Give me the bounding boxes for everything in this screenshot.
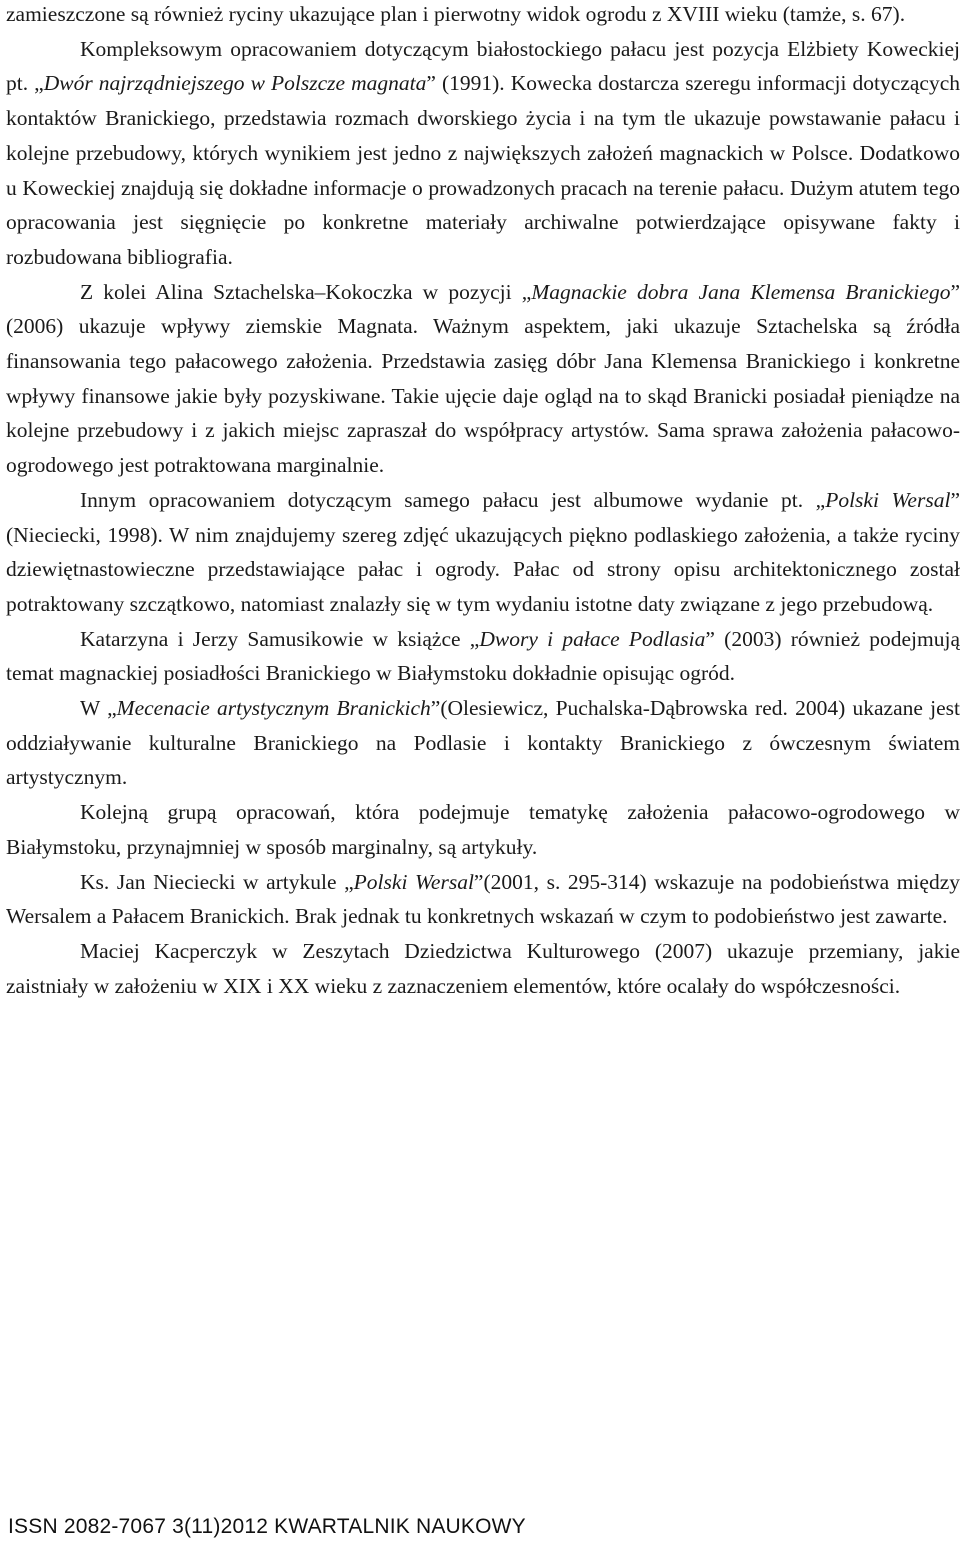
paragraph-text: W „ bbox=[80, 696, 117, 721]
paragraph-text: Maciej Kacperczyk w Zeszytach Dziedzictwa Kulturowego (2007) ukazuje przemiany, jakie zaistniały w założeniu w XIX i XX wieku z zaznaczeniem elementów, które ocalały do współczesności. bbox=[6, 938, 960, 998]
book-title: Dwory i pałace Podlasia bbox=[479, 626, 706, 651]
paragraph-text: ” (Nieciecki, 1998). W nim znajdujemy szereg zdjęć ukazujących piękno podlaskiego założenia, a także ryciny dziewiętnastowieczne przedstawiające pałac i ogrody. Pałac od strony opisu architektonicznego został potraktowany szczątkowo, natomiast znalazły się w tym wydaniu istotne daty związane z jego przebudową. bbox=[6, 487, 960, 616]
paragraph-text: Kompleksowym opracowaniem dotyczącym białostockiego pałacu jest pozycja Elżbiety Koweckiej pt. „ bbox=[6, 36, 960, 96]
paragraph-text: Ks. Jan Nieciecki w artykule „ bbox=[80, 869, 354, 894]
paragraph-2 bbox=[6, 32, 960, 275]
paragraph-6 bbox=[6, 691, 960, 795]
paragraph-3 bbox=[6, 275, 960, 483]
document-body bbox=[6, 0, 960, 1003]
book-title: Polski Wersal bbox=[825, 487, 951, 512]
article-title: Polski Wersal bbox=[353, 869, 474, 894]
paragraph-text: Katarzyna i Jerzy Samusikowie w książce „ bbox=[80, 626, 480, 651]
paragraph-text: ” (2006) ukazuje wpływy ziemskie Magnata. Ważnym aspektem, jaki ukazuje Sztachelska są źródła finansowania tego pałacowego założenia. Przedstawia zasięg dóbr Jana Klemensa Branickiego i konkretne wpływy finansowe jakie były pozyskiwane. Takie ujęcie daje ogląd na to skąd Branicki posiadał pieniądze na kolejne przebudowy i z jakich miejsc zapraszał do współpracy artystów. Sama sprawa założenia pałacowo-ogrodowego jest potraktowana marginalnie. bbox=[6, 279, 960, 478]
paragraph-text: zamieszczone są również ryciny ukazujące plan i pierwotny widok ogrodu z XVIII wieku (tamże, s. 67). bbox=[6, 2, 906, 26]
paragraph-text: ” (1991). Kowecka dostarcza szeregu informacji dotyczących kontaktów Branickiego, przedstawia rozmach dworskiego życia i na tym tle ukazuje powstawanie pałacu i kolejne przebudowy, których wynikiem jest jedno z największych założeń magnackich w Polsce. Dodatkowo u Koweckiej znajdują się dokładne informacje o prowadzonych pracach na terenie pałacu. Dużym atutem tego opracowania jest sięgnięcie po konkretne materiały archiwalne potwierdzające opisywane fakty i rozbudowana bibliografia. bbox=[6, 71, 960, 269]
paragraph-4 bbox=[6, 483, 960, 622]
paragraph-7 bbox=[6, 795, 960, 864]
paragraph-text: ”(2001, s. 295-314) wskazuje na podobieństwa między Wersalem a Pałacem Branickich. Brak jednak tu konkretnych wskazań w czym to podobieństwo jest zawarte. bbox=[6, 869, 960, 929]
book-title: Mecenacie artystycznym Branickich bbox=[116, 696, 431, 721]
paragraph-8 bbox=[6, 865, 960, 934]
book-title: Magnackie dobra Jana Klemensa Branickiego bbox=[531, 279, 951, 304]
paragraph-text: Innym opracowaniem dotyczącym samego pałacu jest albumowe wydanie pt. „ bbox=[80, 487, 826, 512]
page-footer: ISSN 2082-7067 3(11)2012 KWARTALNIK NAUKOWY bbox=[8, 1515, 526, 1538]
paragraph-text: Kolejną grupą opracowań, która podejmuje tematykę założenia pałacowo-ogrodowego w Białymstoku, przynajmniej w sposób marginalny, są artykuły. bbox=[6, 800, 960, 859]
paragraph-9 bbox=[6, 934, 960, 1003]
paragraph-5 bbox=[6, 622, 960, 691]
paragraph-text: ”(Olesiewicz, Puchalska-Dąbrowska red. 2004) ukazane jest oddziaływanie kulturalne Branickiego na Podlasie i kontakty Branickiego z ówczesnym światem artystycznym. bbox=[6, 696, 960, 790]
paragraph-text: Z kolei Alina Sztachelska–Kokoczka w pozycji „ bbox=[80, 279, 532, 304]
book-title: Dwór najrządniejszego w Polszcze magnata bbox=[43, 71, 427, 96]
paragraph-1 bbox=[6, 0, 960, 32]
paragraph-text: ” (2003) również podejmują temat magnackiej posiadłości Branickiego w Białymstoku dokładnie opisując ogród. bbox=[6, 626, 960, 686]
